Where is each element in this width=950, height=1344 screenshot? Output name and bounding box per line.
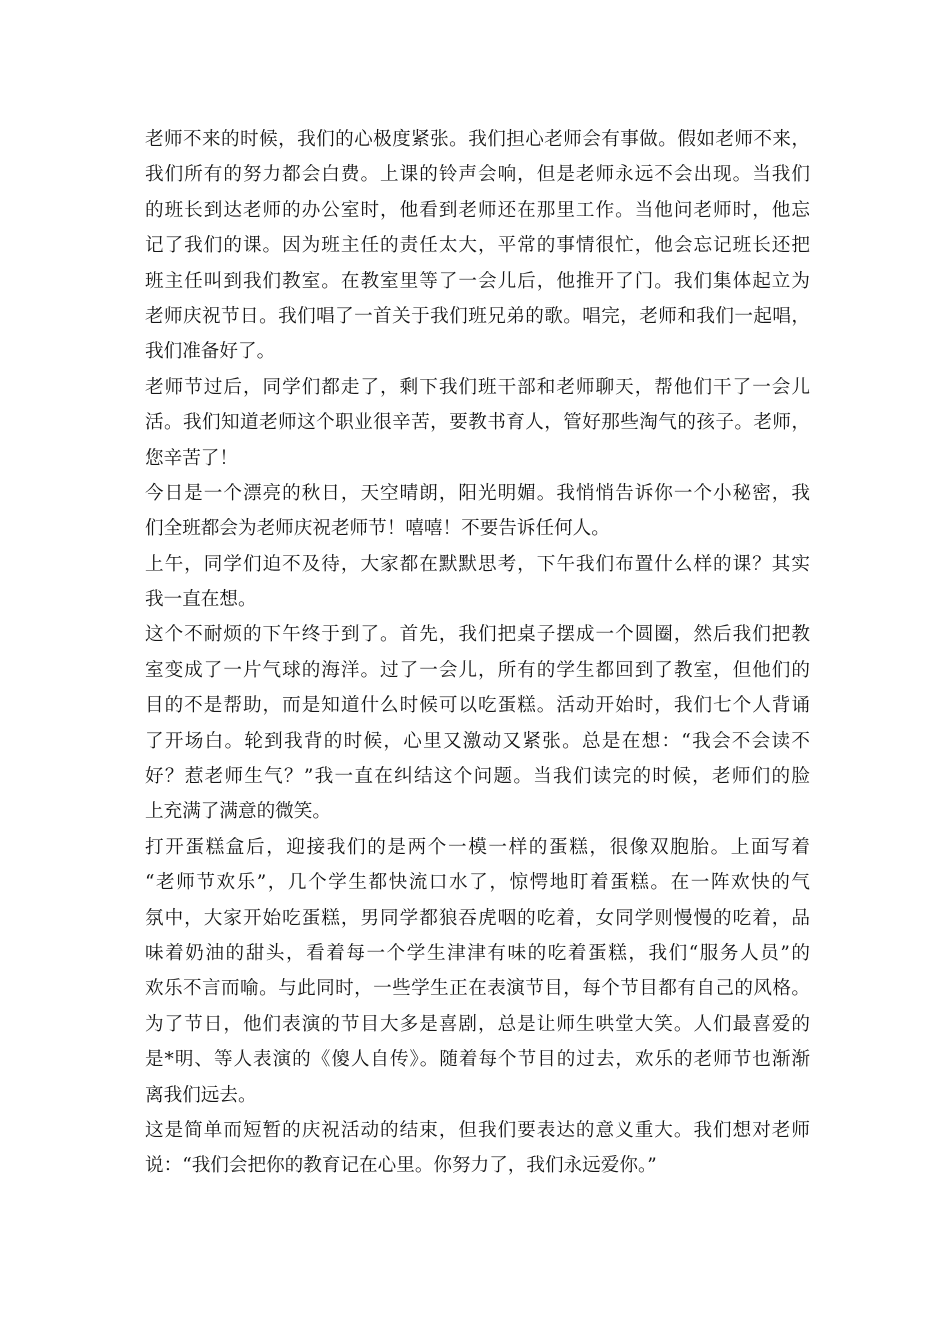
paragraph-1 <box>145 122 810 370</box>
text-line: 今日是一个漂亮的秋日，天空晴朗，阳光明媚。我悄悄告诉你一个小秘密，我 <box>145 482 810 504</box>
text-line: 了开场白。轮到我背的时候，心里又激动又紧张。总是在想：“我会不会读不 <box>145 730 810 752</box>
text-line: 我们准备好了。 <box>145 341 276 363</box>
text-line: 为了节日，他们表演的节目大多是喜剧，总是让师生哄堂大笑。人们最喜爱的 <box>145 1013 810 1035</box>
text-line: “老师节欢乐”，几个学生都快流口水了，惊愕地盯着蛋糕。在一阵欢快的气 <box>145 872 810 894</box>
text-line: 打开蛋糕盒后，迎接我们的是两个一模一样的蛋糕，很像双胞胎。上面写着 <box>145 836 810 858</box>
text-line: 我们所有的努力都会白费。上课的铃声会响，但是老师永远不会出现。当我们 <box>145 164 810 186</box>
paragraph-7 <box>145 1113 810 1184</box>
paragraph-6 <box>145 830 810 1113</box>
text-line: 这个不耐烦的下午终于到了。首先，我们把桌子摆成一个圆圈，然后我们把教 <box>145 624 810 646</box>
text-line: 班主任叫到我们教室。在教室里等了一会儿后，他推开了门。我们集体起立为 <box>145 270 810 292</box>
text-line: 室变成了一片气球的海洋。过了一会儿，所有的学生都回到了教室，但他们的 <box>145 659 810 681</box>
text-line: 说：“我们会把你的教育记在心里。你努力了，我们永远爱你。” <box>145 1155 657 1177</box>
document-body <box>145 122 810 1184</box>
text-line: 活。我们知道老师这个职业很辛苦，要教书育人，管好那些淘气的孩子。老师， <box>145 412 810 434</box>
text-line: 我一直在想。 <box>145 589 257 611</box>
text-line: 记了我们的课。因为班主任的责任太大，平常的事情很忙，他会忘记班长还把 <box>145 235 810 257</box>
paragraph-2 <box>145 370 810 476</box>
text-line: 目的不是帮助，而是知道什么时候可以吃蛋糕。活动开始时，我们七个人背诵 <box>145 695 810 717</box>
text-line: 老师庆祝节日。我们唱了一首关于我们班兄弟的歌。唱完，老师和我们一起唱， <box>145 305 810 327</box>
text-line: 离我们远去。 <box>145 1084 257 1106</box>
text-line: 欢乐不言而喻。与此同时，一些学生正在表演节目，每个节目都有自己的风格。 <box>145 978 810 1000</box>
text-line: 上充满了满意的微笑。 <box>145 801 331 823</box>
text-line: 氛中，大家开始吃蛋糕，男同学都狼吞虎咽的吃着，女同学则慢慢的吃着，品 <box>145 907 810 929</box>
text-line: 们全班都会为老师庆祝老师节！嘻嘻！不要告诉任何人。 <box>145 518 610 540</box>
text-line: 老师不来的时候，我们的心极度紧张。我们担心老师会有事做。假如老师不来， <box>145 129 810 150</box>
text-line: 味着奶油的甜头，看着每一个学生津津有味的吃着蛋糕，我们“服务人员”的 <box>145 942 810 964</box>
text-line: 上午，同学们迫不及待，大家都在默默思考，下午我们布置什么样的课？其实 <box>145 553 810 575</box>
text-line: 好？惹老师生气？”我一直在纠结这个问题。当我们读完的时候，老师们的脸 <box>145 766 810 788</box>
text-line: 老师节过后，同学们都走了，剩下我们班干部和老师聊天，帮他们干了一会儿 <box>145 376 810 398</box>
text-line: 这是简单而短暂的庆祝活动的结束，但我们要表达的意义重大。我们想对老师 <box>145 1119 810 1141</box>
paragraph-5 <box>145 617 810 829</box>
text-line: 是*明、等人表演的《傻人自传》。随着每个节目的过去，欢乐的老师节也渐渐 <box>145 1049 810 1071</box>
text-line: 的班长到达老师的办公室时，他看到老师还在那里工作。当他问老师时，他忘 <box>145 199 810 221</box>
text-line: 您辛苦了！ <box>145 447 238 469</box>
paragraph-4 <box>145 547 810 618</box>
paragraph-3 <box>145 476 810 547</box>
